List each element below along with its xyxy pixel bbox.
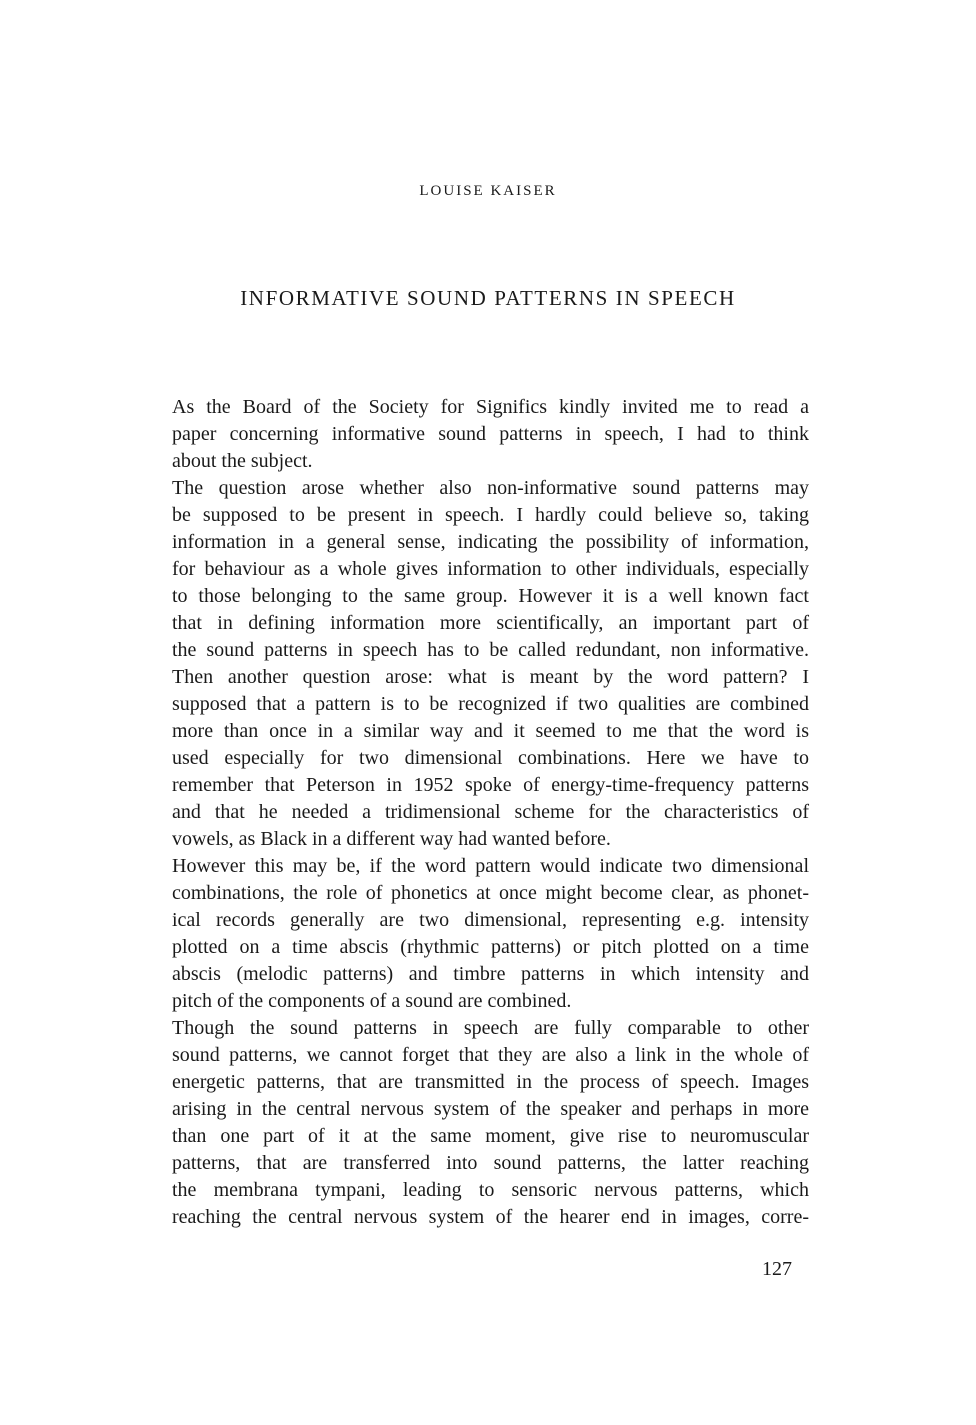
text-line: the membrana tympani, leading to sensoric nervous patterns, which [172,1179,809,1201]
text-line: paper concerning informative sound patterns in speech, I had to think [172,423,809,445]
text-line: combinations, the role of phonetics at once might become clear, as phonet- [172,882,809,904]
text-line: to those belonging to the same group. However it is a well known fact [172,585,809,607]
text-line: energetic patterns, that are transmitted in the process of speech. Images [172,1071,809,1093]
text-line: supposed that a pattern is to be recognized if two qualities are combined [172,693,809,715]
text-line: that in defining information more scientifically, an important part of [172,612,809,634]
page-number: 127 [762,1258,792,1280]
text-line: be supposed to be present in speech. I hardly could believe so, taking [172,504,809,526]
text-line: abscis (melodic patterns) and timbre patterns in which intensity and [172,963,809,985]
author-name: LOUISE KAISER [419,183,557,199]
text-line: about the subject. [172,450,313,472]
text-line: plotted on a time abscis (rhythmic patterns) or pitch plotted on a time [172,936,809,958]
text-line: than one part of it at the same moment, give rise to neuromuscular [172,1125,809,1147]
text-line: patterns, that are transferred into sound patterns, the latter reaching [172,1152,809,1174]
body-text [172,394,809,1231]
text-line: However this may be, if the word pattern would indicate two dimensional [172,855,809,877]
text-line: reaching the central nervous system of the hearer end in images, corre- [172,1206,809,1228]
text-line: more than once in a similar way and it seemed to me that the word is [172,720,809,742]
text-line: As the Board of the Society for Significs kindly invited me to read a [172,396,809,418]
text-line: sound patterns, we cannot forget that they are also a link in the whole of [172,1044,809,1066]
text-line: pitch of the components of a sound are combined. [172,990,572,1012]
text-line: vowels, as Black in a different way had wanted before. [172,828,611,850]
text-line: ical records generally are two dimensional, representing e.g. intensity [172,909,809,931]
text-line: and that he needed a tridimensional scheme for the characteristics of [172,801,809,823]
text-line: arising in the central nervous system of the speaker and perhaps in more [172,1098,809,1120]
paper-title: INFORMATIVE SOUND PATTERNS IN SPEECH [240,286,736,310]
text-line: for behaviour as a whole gives information to other individuals, especially [172,558,809,580]
text-line: Though the sound patterns in speech are fully comparable to other [172,1017,809,1039]
text-line: used especially for two dimensional combinations. Here we have to [172,747,809,769]
text-line: The question arose whether also non-informative sound patterns may [172,477,809,499]
text-line: information in a general sense, indicating the possibility of information, [172,531,809,553]
text-line: remember that Peterson in 1952 spoke of energy-time-frequency patterns [172,774,809,796]
text-line: the sound patterns in speech has to be called redundant, non informative. [172,639,809,661]
text-line: Then another question arose: what is meant by the word pattern? I [172,666,809,688]
